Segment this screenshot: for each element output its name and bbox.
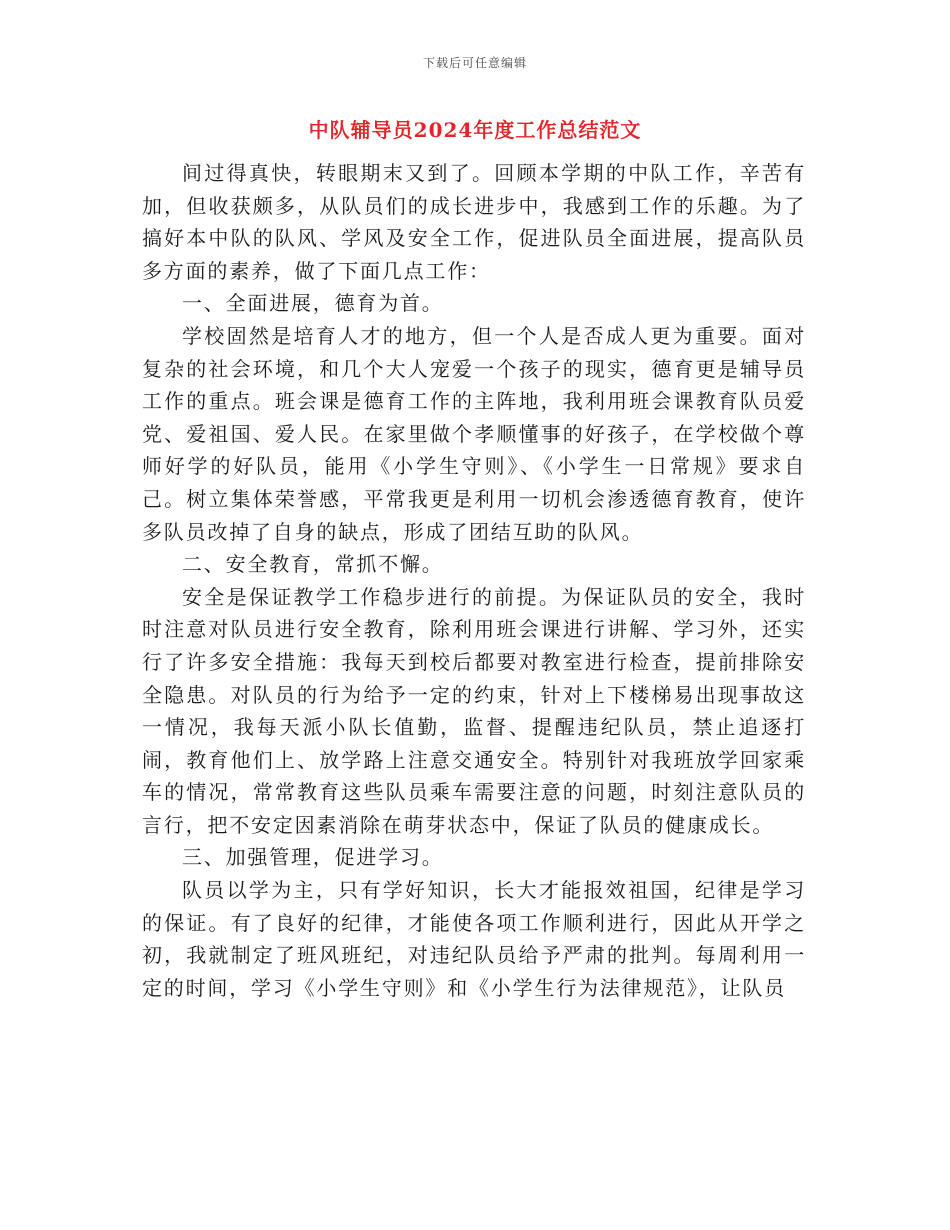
section-heading-2: 二、安全教育，常抓不懈。 [182, 552, 444, 577]
intro-paragraph: 间过得真快，转眼期末又到了。回顾本学期的中队工作，辛苦有加，但收获颇多，从队员们的成长进步中，我感到工作的乐趣。为了搞好本中队的队风、学风及安全工作，促进队员全面进展，提高队员多方面的素养，做了下面几点工作： [142, 161, 806, 283]
document-title: 中队辅导员2024年度工作总结范文 [308, 118, 642, 142]
document-body [142, 157, 806, 1004]
section-paragraph-3: 队员以学为主，只有学好知识，长大才能报效祖国，纪律是学习的保证。有了良好的纪律，才能使各项工作顺利进行，因此从开学之初，我就制定了班风班纪，对违纪队员给予严肃的批判。每周利用一定的时间，学习《小学生守则》和《小学生行为法律规范》，让队员 [142, 878, 806, 1000]
section-heading-3: 三、加强管理，促进学习。 [182, 845, 444, 870]
page-header-note: 下载后可任意编辑 [422, 56, 527, 70]
section-paragraph-1: 学校固然是培育人才的地方，但一个人是否成人更为重要。面对复杂的社会环境，和几个大人宠爱一个孩子的现实，德育更是辅导员工作的重点。班会课是德育工作的主阵地，我利用班会课教育队员爱党、爱祖国、爱人民。在家里做个孝顺懂事的好孩子，在学校做个尊师好学的好队员，能用《小学生守则》、《小学生一日常规》要求自己。树立集体荣誉感，平常我更是利用一切机会渗透德育教育，使许多队员改掉了自身的缺点，形成了团结互助的队风。 [142, 323, 806, 544]
section-paragraph-2: 安全是保证教学工作稳步进行的前提。为保证队员的安全，我时时注意对队员进行安全教育，除利用班会课进行讲解、学习外，还实行了许多安全措施：我每天到校后都要对教室进行检查，提前排除安全隐患。对队员的行为给予一定的约束，针对上下楼梯易出现事故这一情况，我每天派小队长值勤，监督、提醒违纪队员，禁止追逐打闹，教育他们上、放学路上注意交通安全。特别针对我班放学回家乘车的情况，常常教育这些队员乘车需要注意的问题，时刻注意队员的言行，把不安定因素消除在萌芽状态中，保证了队员的健康成长。 [142, 584, 806, 837]
section-heading-1: 一、全面进展，德育为首。 [182, 291, 444, 316]
